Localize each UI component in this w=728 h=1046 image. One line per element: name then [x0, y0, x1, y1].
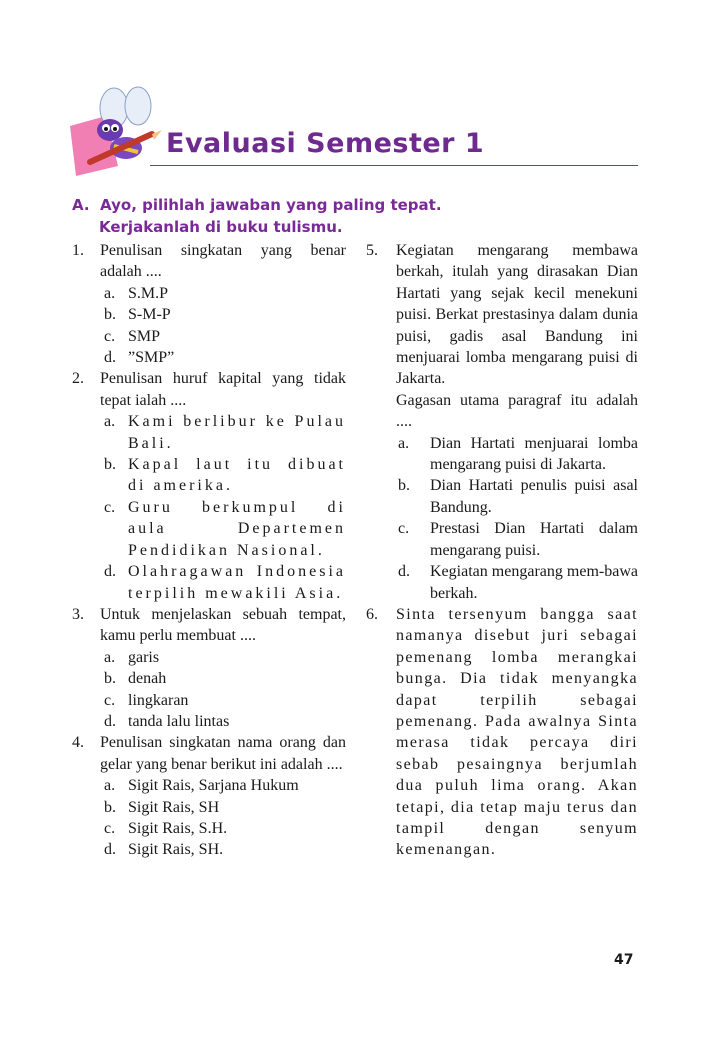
option-5a: a. Dian Hartati menjuarai lomba mengarang puisi di Jakarta.	[398, 434, 638, 474]
option-3c: c. lingkaran	[104, 691, 189, 709]
question-number: 2.	[72, 370, 84, 388]
question-text: Penulisan huruf kapital yang tidak tepat ialah ....	[100, 370, 346, 409]
question-text: Penulisan singkatan nama orang dan gelar yang benar berikut ini adalah ....	[100, 734, 346, 773]
question-number: 4.	[72, 734, 84, 752]
option-4d: d. Sigit Rais, SH.	[104, 841, 224, 859]
option-1b: b. S-M-P	[104, 306, 171, 324]
option-5d: d. Kegiatan mengarang mem-bawa berkah.	[398, 563, 638, 602]
option-2b: b. Kapal laut itu dibuat di amerika.	[104, 456, 346, 495]
page-title: Evaluasi Semester 1	[166, 128, 485, 159]
option-2d: d. Olahragawan Indonesia terpilih mewakili Asia.	[104, 563, 346, 602]
question-passage: Sinta tersenyum bangga saat namanya disebut juri sebagai pemenang lomba merangkai bunga. Dia tidak menyangka dapat terpilih sebagai pemenang. Pada awalnya Sinta merasa tidak percaya diri sebab pesaingnya berjumlah dua puluh lima orang. Akan tetapi, dia tetap maju terus dan tampil dengan senyum kemenangan.	[396, 605, 638, 859]
question-6	[366, 604, 638, 861]
question-number: 1.	[72, 242, 84, 259]
option-5b: b. Dian Hartati penulis puisi asal Bandung.	[398, 477, 638, 516]
question-4	[72, 732, 346, 775]
question-1	[72, 240, 346, 283]
question-2	[72, 368, 346, 411]
question-number: 5.	[366, 242, 378, 259]
option-3a: a. garis	[104, 648, 160, 666]
page-number: 47	[614, 952, 634, 968]
option-4c: c. Sigit Rais, S.H.	[104, 819, 228, 837]
option-4b: b. Sigit Rais, SH	[104, 798, 220, 816]
option-1c: c. SMP	[104, 327, 161, 345]
option-5c: c. Prestasi Dian Hartati dalam mengarang puisi.	[398, 520, 638, 559]
question-text: Penulisan singkatan yang benar adalah ....	[100, 242, 346, 281]
option-3b: b. denah	[104, 670, 167, 688]
questions-column-right	[366, 240, 638, 861]
question-5	[366, 240, 638, 433]
option-3d: d. tanda lalu lintas	[104, 712, 230, 730]
question-3	[72, 604, 346, 647]
section-instructions	[72, 194, 442, 238]
option-4a: a. Sigit Rais, Sarjana Hukum	[104, 777, 299, 795]
section-instruction-line2: Kerjakanlah di buku tulismu.	[99, 218, 343, 236]
question-number: 3.	[72, 605, 84, 623]
question-text: Untuk menjelaskan sebuah tempat, kamu perlu membuat ....	[100, 605, 346, 645]
question-prompt: Gagasan utama paragraf itu adalah ....	[396, 391, 638, 431]
option-2c: c. Guru berkumpul di aula Departemen Pendidikan Nasional.	[104, 498, 346, 559]
title-divider	[150, 165, 638, 166]
option-1d: d. ”SMP”	[104, 349, 175, 367]
bee-head	[97, 119, 123, 141]
section-letter: A.	[72, 196, 90, 214]
questions-column-left	[72, 240, 346, 861]
bee-wing-right	[125, 87, 151, 125]
question-passage: Kegiatan mengarang membawa berkah, itulah yang dirasakan Dian Hartati yang sejak kecil menekuni puisi. Berkat prestasinya dalam dunia puisi, gadis asal Bandung ini menjuarai lomba mengarang puisi di Jakarta.	[396, 242, 638, 388]
section-instruction-line1: Ayo, pilihlah jawaban yang paling tepat.	[100, 196, 442, 214]
option-2a: a. Kami berlibur ke Pulau Bali.	[104, 413, 346, 452]
bee-pencil-mascot-illustration	[66, 86, 166, 176]
question-number: 6.	[366, 605, 378, 623]
option-1a: a. S.M.P	[104, 284, 169, 302]
